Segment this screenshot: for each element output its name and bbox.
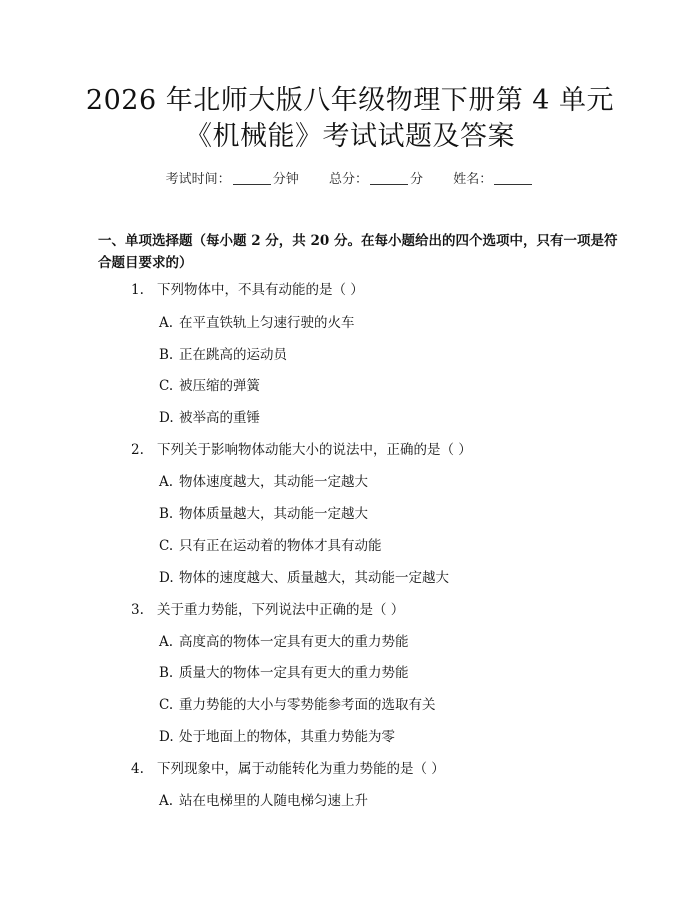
name-label: 姓名：	[453, 172, 493, 187]
score-blank	[370, 172, 408, 185]
option-letter: A.	[159, 634, 174, 650]
time-unit: 分钟	[272, 172, 299, 187]
option-text: 物体质量越大，其动能一定越大	[179, 506, 368, 522]
question-number: 2.	[131, 442, 144, 458]
question-number: 3.	[131, 602, 144, 618]
option-letter: D.	[159, 410, 174, 426]
question-1	[131, 280, 364, 300]
option-letter: C.	[159, 697, 174, 713]
option-letter: B.	[159, 506, 174, 522]
time-blank	[233, 172, 271, 185]
question-text: 下列关于影响物体动能大小的说法中，正确的是（ ）	[157, 442, 472, 458]
q2-option-c	[159, 536, 382, 556]
option-letter: A.	[159, 315, 174, 331]
question-4	[131, 759, 445, 779]
option-letter: C.	[159, 538, 174, 554]
question-number: 1.	[131, 282, 144, 298]
exam-info-row	[0, 168, 700, 187]
question-number: 4.	[131, 761, 144, 777]
option-letter: B.	[159, 665, 174, 681]
q2-option-d	[159, 568, 449, 588]
option-text: 被压缩的弹簧	[179, 378, 260, 394]
option-text: 正在跳高的运动员	[179, 347, 287, 363]
exam-title-line1: 2026 年北师大版八年级物理下册第 4 单元	[85, 85, 615, 116]
q2-option-a	[159, 472, 368, 492]
score-label: 总分：	[328, 172, 368, 187]
option-text: 物体的速度越大、质量越大，其动能一定越大	[179, 570, 449, 586]
exam-title-line2: 《机械能》考试试题及答案	[185, 121, 515, 152]
q1-option-b	[159, 345, 287, 365]
option-text: 只有正在运动着的物体才具有动能	[179, 538, 382, 554]
option-text: 质量大的物体一定具有更大的重力势能	[179, 665, 409, 681]
q1-option-a	[159, 313, 355, 333]
question-text: 下列物体中，不具有动能的是（ ）	[157, 282, 364, 298]
time-label: 考试时间：	[165, 172, 231, 187]
option-letter: C.	[159, 378, 174, 394]
option-text: 在平直铁轨上匀速行驶的火车	[179, 315, 355, 331]
name-blank	[494, 172, 532, 185]
question-text: 下列现象中，属于动能转化为重力势能的是（ ）	[157, 761, 445, 777]
q4-option-a	[159, 791, 368, 811]
option-text: 重力势能的大小与零势能参考面的选取有关	[179, 697, 436, 713]
question-text: 关于重力势能，下列说法中正确的是（ ）	[157, 602, 405, 618]
q1-option-d	[159, 408, 260, 428]
q1-option-c	[159, 376, 260, 396]
option-letter: B.	[159, 347, 174, 363]
q3-option-a	[159, 632, 409, 652]
q3-option-c	[159, 695, 436, 715]
option-letter: A.	[159, 474, 174, 490]
option-text: 站在电梯里的人随电梯匀速上升	[179, 793, 368, 809]
option-letter: D.	[159, 729, 174, 745]
score-unit: 分	[410, 172, 424, 187]
q3-option-b	[159, 663, 409, 683]
option-letter: A.	[159, 793, 174, 809]
option-letter: D.	[159, 570, 174, 586]
section-heading: 一、单项选择题（每小题 2 分，共 20 分。在每小题给出的四个选项中，只有一项是符合题目要求的）	[98, 233, 618, 271]
q3-option-d	[159, 727, 395, 747]
q2-option-b	[159, 504, 368, 524]
question-3	[131, 600, 404, 620]
option-text: 高度高的物体一定具有更大的重力势能	[179, 634, 409, 650]
option-text: 处于地面上的物体，其重力势能为零	[179, 729, 395, 745]
option-text: 物体速度越大，其动能一定越大	[179, 474, 368, 490]
question-2	[131, 440, 472, 460]
option-text: 被举高的重锤	[179, 410, 260, 426]
